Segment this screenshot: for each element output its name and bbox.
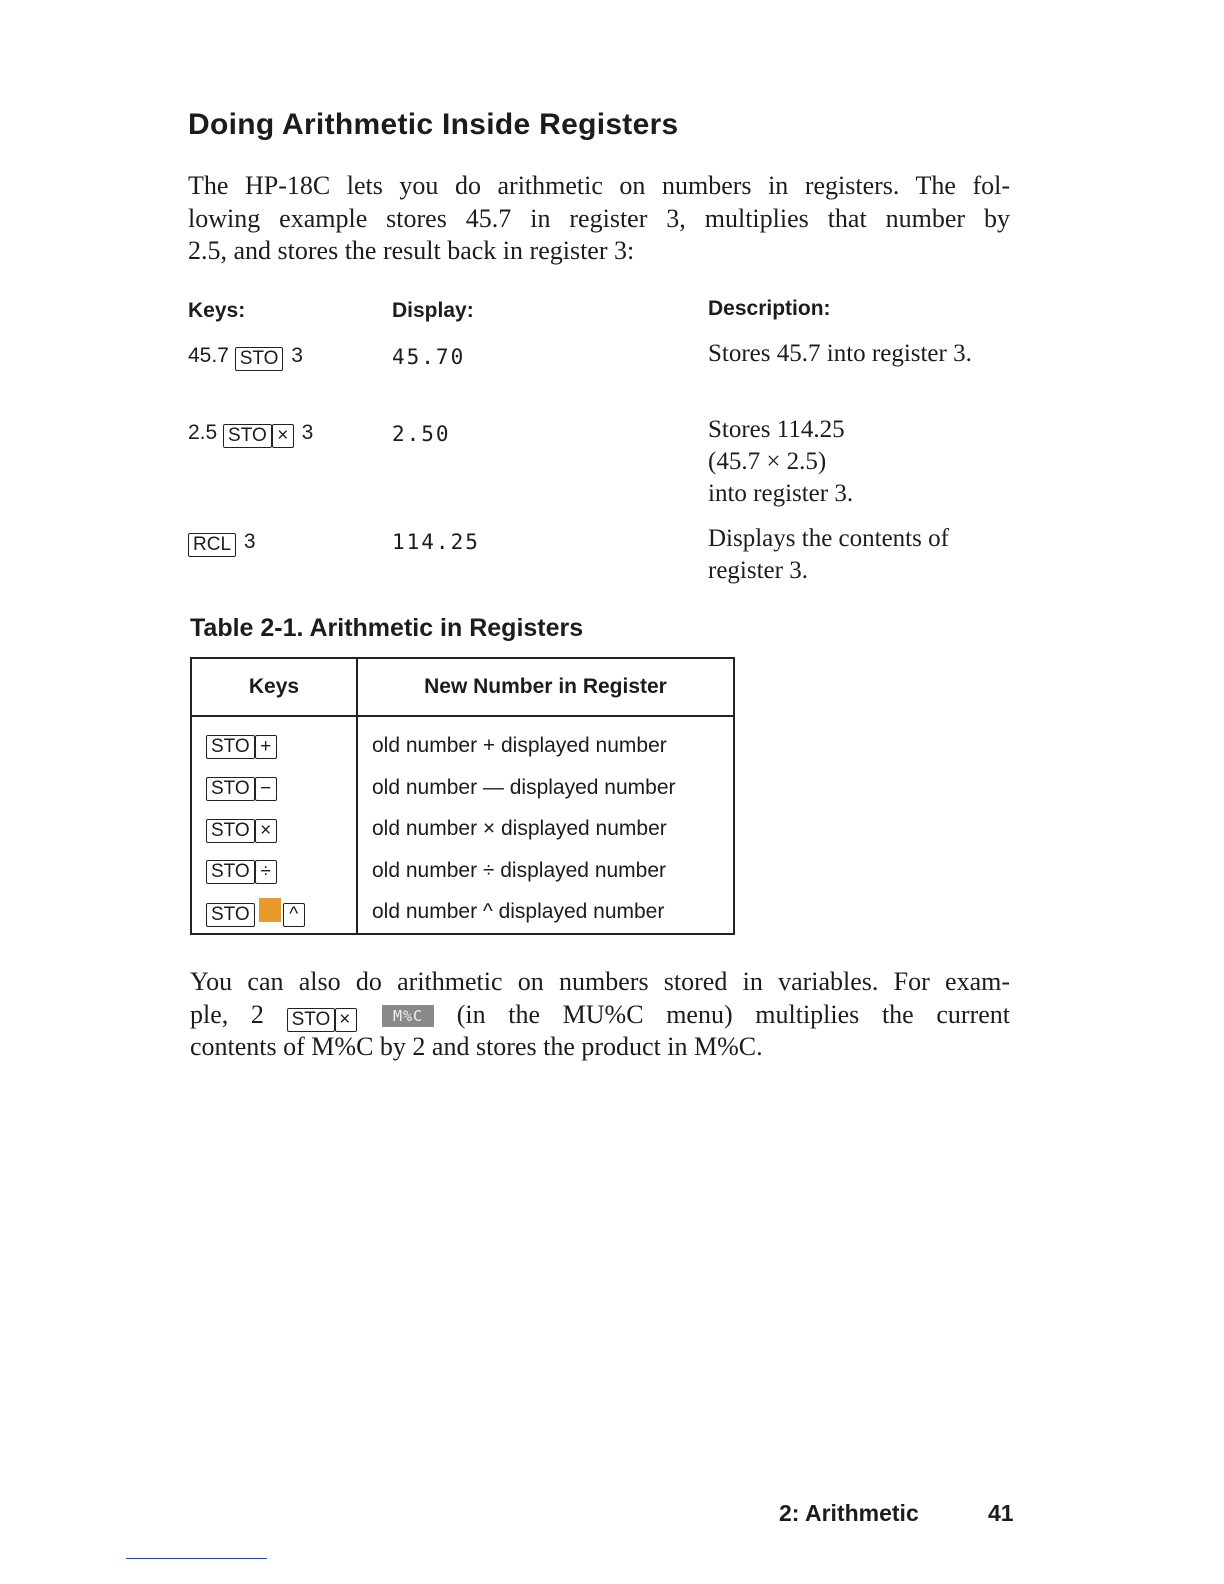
outro-line-2-end: (in the MU%C menu) multiplies the current xyxy=(456,999,1010,1029)
display-column-header: Display: xyxy=(392,299,474,322)
table-cell-result: old number ^ displayed number xyxy=(357,891,734,934)
table-row xyxy=(191,808,734,850)
table-header-keys: Keys xyxy=(191,658,357,716)
footer-page-number: 41 xyxy=(988,1500,1014,1526)
section-heading: Doing Arithmetic Inside Registers xyxy=(188,108,679,141)
register-number: 3 xyxy=(243,530,256,553)
table-cell-result: old number + displayed number xyxy=(357,716,734,767)
description-line: (45.7 × 2.5) xyxy=(708,448,827,475)
bottom-rule xyxy=(126,1558,267,1559)
intro-line-1: The HP-18C lets you do arithmetic on numbers in registers. The fol- xyxy=(188,171,1010,200)
outro-line-1: You can also do arithmetic on numbers stored in variables. For exam- xyxy=(190,967,1010,996)
keys-column-header: Keys: xyxy=(188,299,246,322)
sto-key: STO xyxy=(287,1008,336,1032)
minus-key: − xyxy=(255,777,277,801)
register-number: 3 xyxy=(291,344,303,367)
table-row xyxy=(191,891,734,934)
power-key: ^ xyxy=(283,903,305,927)
multiply-key: × xyxy=(335,1008,357,1032)
sto-key: STO xyxy=(206,903,255,927)
table-cell-result: old number × displayed number xyxy=(357,808,734,850)
intro-paragraph xyxy=(188,170,1010,268)
key-prefix: 45.7 xyxy=(188,344,229,367)
plus-key: + xyxy=(255,735,277,759)
example-row-3-display: 114.25 xyxy=(392,530,480,554)
key-prefix: 2.5 xyxy=(188,421,218,444)
table-row xyxy=(191,850,734,892)
example-row-3-keys xyxy=(188,530,256,557)
intro-line-3: 2.5, and stores the result back in register 3: xyxy=(188,236,635,265)
outro-line-2 xyxy=(190,999,1010,1032)
mc-menu-key: M%C xyxy=(382,1005,434,1027)
outro-line-3: contents of M%C by 2 and stores the product in M%C. xyxy=(190,1032,763,1061)
table-cell-keys xyxy=(191,808,357,850)
shift-key-icon xyxy=(259,898,281,922)
multiply-key: × xyxy=(272,424,294,448)
example-row-1-display: 45.70 xyxy=(392,345,466,369)
intro-line-2: lowing example stores 45.7 in register 3, multiplies that number by xyxy=(188,203,1010,233)
footer-chapter: 2: Arithmetic xyxy=(779,1500,919,1526)
divide-key: ÷ xyxy=(255,860,277,884)
example-row-2-display: 2.50 xyxy=(392,422,451,446)
table-cell-result: old number ÷ displayed number xyxy=(357,850,734,892)
register-number: 3 xyxy=(301,421,314,444)
outro-line-2-start: ple, 2 xyxy=(190,999,264,1029)
rcl-key: RCL xyxy=(188,533,236,557)
table-caption: Table 2-1. Arithmetic in Registers xyxy=(190,614,584,642)
description-line: into register 3. xyxy=(708,480,854,507)
description-line: Stores 114.25 xyxy=(708,416,845,443)
table-cell-result: old number — displayed number xyxy=(357,767,734,809)
example-row-1-keys xyxy=(188,344,303,371)
table-row xyxy=(191,716,734,767)
sto-key: STO xyxy=(206,860,255,884)
sto-key: STO xyxy=(223,424,272,448)
sto-key: STO xyxy=(206,819,255,843)
table-cell-keys xyxy=(191,767,357,809)
table-row xyxy=(191,767,734,809)
multiply-key: × xyxy=(255,819,277,843)
example-row-2-keys xyxy=(188,421,313,448)
table-cell-keys xyxy=(191,891,357,934)
table-cell-keys xyxy=(191,716,357,767)
table-cell-keys xyxy=(191,850,357,892)
example-row-2-description xyxy=(708,414,1008,510)
table-header-new-number: New Number in Register xyxy=(357,658,734,716)
sto-key: STO xyxy=(206,777,255,801)
example-row-1-description: Stores 45.7 into register 3. xyxy=(708,340,972,367)
description-column-header: Description: xyxy=(708,297,831,320)
sto-key: STO xyxy=(206,735,255,759)
sto-key: STO xyxy=(235,347,284,371)
outro-paragraph xyxy=(190,966,1010,1064)
example-row-3-description: Displays the contents of register 3. xyxy=(708,525,949,584)
arithmetic-registers-table xyxy=(190,657,735,935)
